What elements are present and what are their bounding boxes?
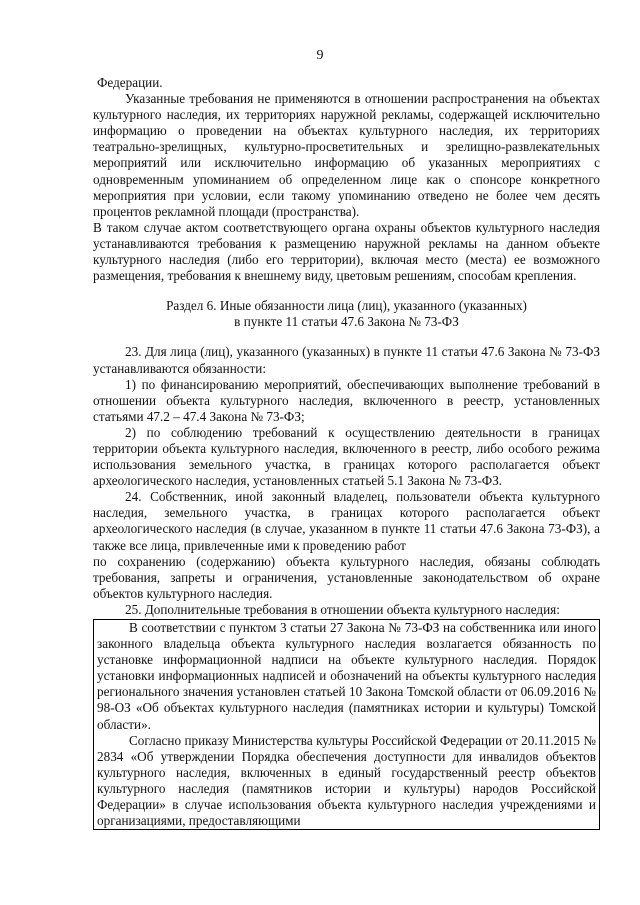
paragraph-advertising-exemption: Указанные требования не применяются в отношении распространения на объектах культурного наследия, их территориях наружной рекламы, содержащей исключительно информацию о проведении на объектах культурного наследия, их территориях театрально-зрелищных, культурно-просветительных и зрелищно-развлекательных мероприятий или исключительно информацию об указанных мероприятиях с одновременным упоминанием об определенном лице как о спонсоре конкретного мероприятия при условии, если такому упоминанию отведено не более чем десять процентов рекламной площади (пространства). bbox=[93, 91, 600, 219]
section-6-title bbox=[93, 298, 600, 330]
box-paragraph-accessibility: Согласно приказу Министерства культуры Российской Федерации от 20.11.2015 № 2834 «Об утверждении Порядка обеспечения доступности для инвалидов объектов культурного наследия, включенных в единый государственный реестр объектов культурного наследия (памятников истории и культуры) народов Российской Федерации» в случае использования объекта культурного наследия учреждениями и организациями, предоставляющими bbox=[97, 732, 596, 829]
paragraph-23-item-2: 2) по соблюдению требований к осуществлению деятельности в границах территории объекта культурного наследия, включенного в реестр, либо особого режима использования земельного участка, в границах которого располагается объект археологического наследия, установленных статьей 5.1 Закона № 73-ФЗ. bbox=[93, 424, 600, 489]
page-number: 9 bbox=[316, 48, 324, 63]
paragraph-24-part-1: 24. Собственник, иной законный владелец, пользователи объекта культурного наследия, земельного участка, в границах которого располагается объект археологического наследия (в случае, указанном в пункте 11 статьи 47.6 Закона 73-ФЗ), а также все лица, привлеченные ими к проведению работ bbox=[93, 489, 600, 553]
paragraph-23-item-1: 1) по финансированию мероприятий, обеспечивающих выполнение требований в отношении объекта культурного наследия, включенного в реестр, установленных статьями 47.2 – 47.4 Закона № 73-ФЗ; bbox=[93, 376, 600, 424]
paragraph-25: 25. Дополнительные требования в отношении объекта культурного наследия: bbox=[125, 601, 560, 617]
paragraph-continuation: Федерации. bbox=[97, 75, 163, 90]
paragraph-23: 23. Для лица (лиц), указанного (указанных) в пункте 11 статьи 47.6 Закона № 73-ФЗ устанавливаются обязанности: bbox=[93, 344, 600, 376]
section-6-title-line2: в пункте 11 статьи 47.6 Закона № 73-ФЗ bbox=[234, 314, 459, 330]
section-6-title-line1: Раздел 6. Иные обязанности лица (лиц), указанного (указанных) bbox=[166, 298, 527, 314]
additional-requirements-box bbox=[93, 619, 600, 830]
box-paragraph-info-plate: В соответствии с пунктом 3 статьи 27 Закона № 73-ФЗ на собственника или иного законного владельца объекта культурного наследия возлагается обязанность по установке информационной надписи на объекте культурного наследия. Порядок установки информационных надписей и обозначений на объекты культурного наследия регионального значения установлен статьей 10 Закона Томской области от 06.09.2016 № 98-ОЗ «Об объектах культурного наследия (памятниках истории и культуры) Томской области». bbox=[97, 620, 596, 732]
document-body bbox=[93, 75, 600, 830]
paragraph-24-part-2: по сохранению (содержанию) объекта культурного наследия, обязаны соблюдать требования, запреты и ограничения, установленные законодательством об охране объектов культурного наследия. bbox=[93, 553, 600, 601]
paragraph-advertising-requirements: В таком случае актом соответствующего органа охраны объектов культурного наследия устанавливаются требования к размещению наружной рекламы на данном объекте культурного наследия (либо его территории), включая место (места) ее возможного размещения, требования к внешнему виду, цветовым решениям, способам крепления. bbox=[93, 219, 600, 284]
